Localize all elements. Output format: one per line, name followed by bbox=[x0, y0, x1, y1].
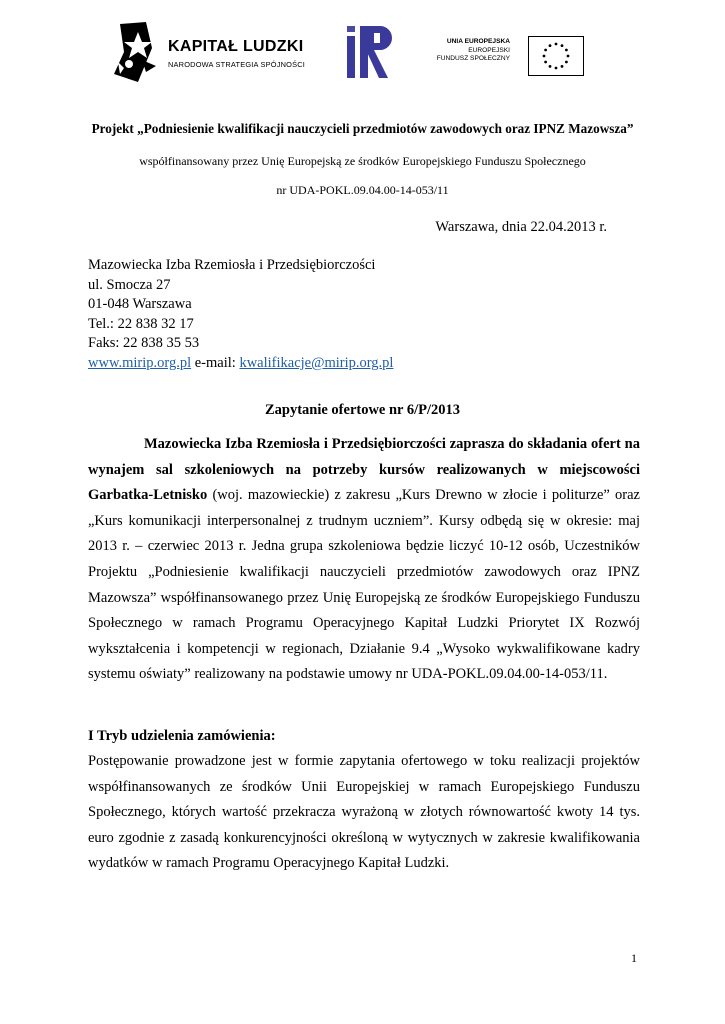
eu-logo bbox=[436, 36, 586, 80]
intro-rest: (woj. mazowieckie) z zakresu „Kurs Drewno w złocie i politurze” oraz „Kurs komunikacji interpersonalnej z trudnym uczniem”. Kursy odbędą się w okresie: maj 2013 r. – czerwiec 2013 r. Jedna grupa szkoleniowa będzie liczyć 10-12 osób, Uczestników Projektu „Podniesienie kwalifikacji nauczycieli przedmiotów zawodowych oraz IPNZ Mazowsza” współfinansowanego przez Unię Europejską ze środków Europejskiego Funduszu Społecznego w ramach Programu Operacyjnego Kapitał Ludzki Priorytet IX Rozwój wykształcenia i kompetencji w regionach, Działanie 9.4 „Wysoko wykwalifikowane kadry systemu oświaty” realizowany na podstawie umowy nr UDA-POKL.09.04.00-14-053/11. bbox=[88, 487, 640, 683]
page-number: 1 bbox=[631, 951, 637, 965]
irp-logo-icon bbox=[344, 26, 394, 82]
email-link[interactable]: kwalifikacje@mirip.org.pl bbox=[239, 354, 394, 371]
kapital-ludzki-logo bbox=[112, 22, 312, 86]
eu-logo-text bbox=[437, 38, 510, 64]
intro-bold: Mazowiecka Izba Rzemiosła i Przedsiębiorczości zaprasza do składania ofert na wynajem sal szkoleniowych na potrzeby kursów realizowanych w miejscowości Garbatka-Letnisko bbox=[88, 436, 640, 504]
intro-paragraph bbox=[88, 432, 640, 688]
section-1-text: Postępowanie prowadzone jest w formie zapytania ofertowego w toku realizacji projektów współfinansowanych ze środków Unii Europejskiej w ramach Europejskiego Funduszu Społecznego, których wartość przekracza wyrażoną w złotych równowartość kwoty 14 tys. euro zgodnie z zasadą konkurencyjności określoną w wytycznych w zakresie kwalifikowania wydatków w ramach Programu Operacyjnego Kapitał Ludzki. bbox=[88, 753, 640, 872]
kapital-ludzki-subtitle: NARODOWA STRATEGIA SPÓJNOŚCI bbox=[168, 60, 306, 69]
city: 01-048 Warszawa bbox=[88, 296, 192, 313]
kapital-ludzki-title: KAPITAŁ LUDZKI bbox=[168, 38, 304, 55]
phone: Tel.: 22 838 32 17 bbox=[88, 315, 194, 332]
org-name: Mazowiecka Izba Rzemiosła i Przedsiębiorczości bbox=[88, 257, 376, 273]
section-1-title: I Tryb udzielenia zamówienia: bbox=[88, 728, 276, 744]
eu-flag-icon bbox=[528, 36, 584, 76]
sender-address bbox=[88, 256, 393, 374]
street: ul. Smocza 27 bbox=[88, 276, 171, 293]
project-title: Projekt „Podniesienie kwalifikacji nauczycieli przedmiotów zawodowych oraz IPNZ Mazowsza” bbox=[91, 121, 634, 136]
contact-line bbox=[88, 354, 393, 374]
cofinancing-line: współfinansowany przez Unię Europejską ze środków Europejskiego Funduszu Społecznego bbox=[139, 154, 586, 168]
email-label: e-mail: bbox=[191, 354, 240, 371]
eu-line-2: EUROPEJSKI bbox=[468, 46, 510, 54]
document-date: Warszawa, dnia 22.04.2013 r. bbox=[435, 219, 607, 235]
inquiry-heading: Zapytanie ofertowe nr 6/P/2013 bbox=[264, 402, 461, 418]
eu-line-1: UNIA EUROPEJSKA bbox=[446, 38, 510, 45]
fax: Faks: 22 838 35 53 bbox=[88, 335, 200, 352]
website-link[interactable]: www.mirip.org.pl bbox=[88, 354, 192, 371]
contract-number: nr UDA-POKL.09.04.00-14-053/11 bbox=[276, 183, 449, 197]
kapital-ludzki-emblem-icon bbox=[112, 22, 162, 84]
logo-bar bbox=[0, 18, 725, 88]
eu-line-3: FUNDUSZ SPOŁECZNY bbox=[436, 55, 510, 63]
